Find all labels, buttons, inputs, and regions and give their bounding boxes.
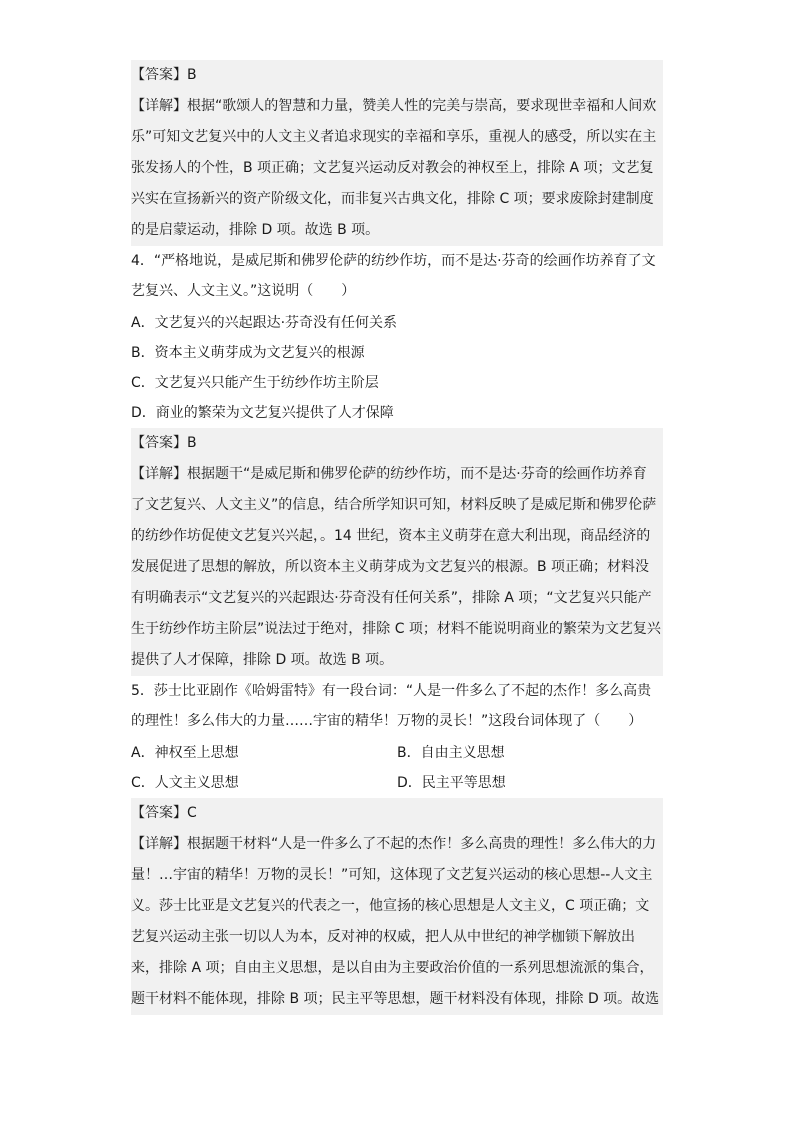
answer-label: 【答案】C: [131, 805, 197, 821]
question-stem-line: 艺复兴、人文主义。”这说明（ ）: [131, 283, 356, 299]
detail-line: 提供了人才保障，排除 D 项。故选 B 项。: [131, 652, 394, 668]
detail-line: 乐”可知文艺复兴中的人文主义者追求现实的幸福和享乐，重视人的感受，所以实在主: [131, 129, 657, 145]
detail-line: 【详解】根据题干材料“人是一件多么了不起的杰作！多么高贵的理性！多么伟大的力: [131, 836, 657, 852]
answer-label: 【答案】B: [131, 435, 197, 451]
answer-block-q4: [131, 428, 663, 676]
option-a: A．神权至上思想: [131, 745, 239, 761]
option-c: C．文艺复兴只能产生于纺纱作坊主阶层: [131, 375, 379, 391]
question-5: [131, 676, 663, 798]
option-b: B．资本主义萌芽成为文艺复兴的根源: [131, 345, 365, 361]
option-d: D．商业的繁荣为文艺复兴提供了人才保障: [131, 405, 394, 421]
question-4: [131, 246, 663, 428]
option-d: D．民主平等思想: [397, 775, 506, 791]
detail-line: 来，排除 A 项；自由主义思想，是以自由为主要政治价值的一系列思想流派的集合，: [131, 960, 654, 976]
detail-line: 张发扬人的个性，B 项正确；文艺复兴运动反对教会的神权至上，排除 A 项；文艺复: [131, 160, 654, 176]
option-a: A．文艺复兴的兴起跟达·芬奇没有任何关系: [131, 315, 398, 331]
option-row: [131, 738, 663, 768]
detail-line: 艺复兴运动主张一切以人为本，反对神的权威，把人从中世纪的神学枷锁下解放出: [131, 929, 635, 945]
detail-line: 题干材料不能体现，排除 B 项；民主平等思想，题干材料没有体现，排除 D 项。故选: [131, 991, 660, 1007]
question-stem-line: 的理性！多么伟大的力量……宇宙的精华！万物的灵长！”这段台词体现了（ ）: [131, 713, 643, 729]
detail-line: 【详解】根据题干“是威尼斯和佛罗伦萨的纺纱作坊，而不是达·芬奇的绘画作坊养育: [131, 466, 647, 482]
answer-block-q3: [131, 60, 663, 246]
question-stem-line: 4．“严格地说，是威尼斯和佛罗伦萨的纺纱作坊，而不是达·芬奇的绘画作坊养育了文: [131, 253, 656, 269]
detail-line: 有明确表示“文艺复兴的兴起跟达·芬奇没有任何关系”，排除 A 项；“文艺复兴只能产: [131, 590, 652, 606]
detail-line: 了文艺复兴、人文主义”的信息，结合所学知识可知，材料反映了是威尼斯和佛罗伦萨: [131, 497, 657, 513]
detail-line: 义。莎士比亚是文艺复兴的代表之一，他宣扬的核心思想是人文主义，C 项正确；文: [131, 898, 650, 914]
detail-line: 生于纺纱作坊主阶层”说法过于绝对，排除 C 项；材料不能说明商业的繁荣为文艺复兴: [131, 621, 661, 637]
option-c: C．人文主义思想: [131, 775, 239, 791]
detail-line: 发展促进了思想的解放，所以资本主义萌芽成为文艺复兴的根源。B 项正确；材料没: [131, 559, 650, 575]
option-row: [131, 768, 663, 798]
detail-line: 兴实在宣扬新兴的资产阶级文化，而非复兴古典文化，排除 C 项；要求废除封建制度: [131, 191, 654, 207]
option-b: B．自由主义思想: [397, 745, 505, 761]
answer-block-q5: [131, 798, 663, 1015]
detail-line: 的纺纱作坊促使文艺复兴兴起，。14 世纪，资本主义萌芽在意大利出现，商品经济的: [131, 528, 651, 544]
detail-line: 【详解】根据“歌颂人的智慧和力量，赞美人性的完美与崇高，要求现世幸福和人间欢: [131, 98, 657, 114]
detail-line: 的是启蒙运动，排除 D 项。故选 B 项。: [131, 222, 380, 238]
detail-line: 量！…宇宙的精华！万物的灵长！”可知，这体现了文艺复兴运动的核心思想--人文主: [131, 867, 653, 883]
answer-label: 【答案】B: [131, 67, 197, 83]
document-page: [131, 60, 663, 1015]
question-stem-line: 5．莎士比亚剧作《哈姆雷特》有一段台词：“人是一件多么了不起的杰作！多么高贵: [131, 683, 652, 699]
